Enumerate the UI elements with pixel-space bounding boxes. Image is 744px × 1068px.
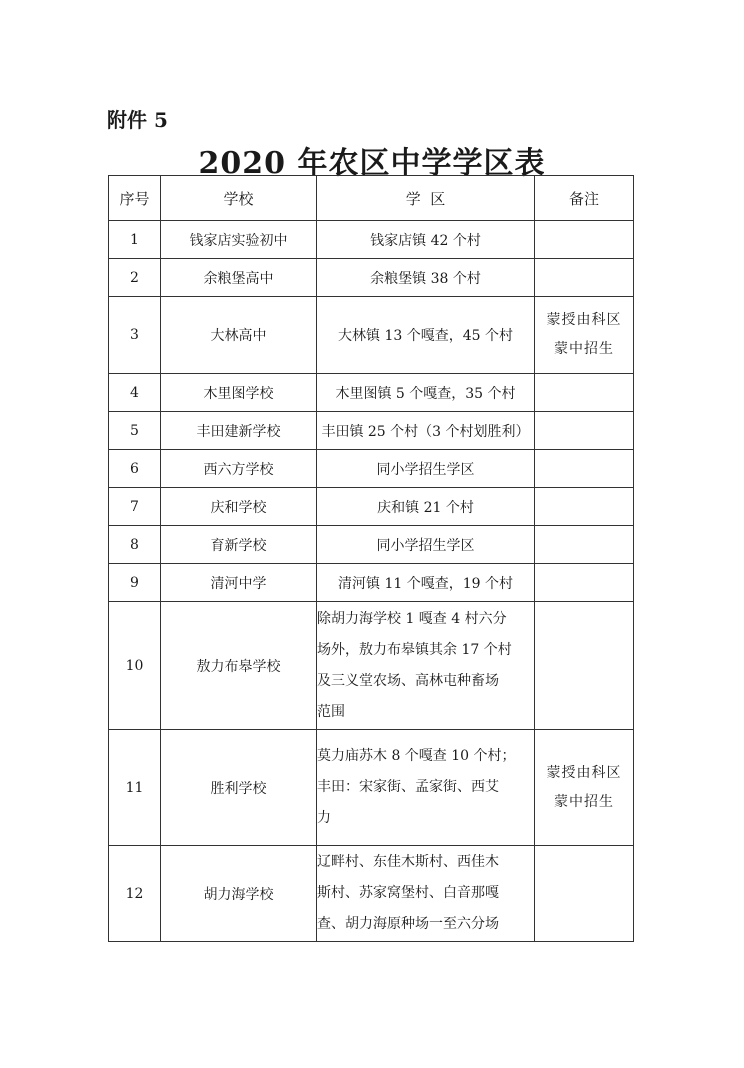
school-name: 清河中学 [161,564,317,602]
row-number: 3 [109,297,161,374]
note-cell [535,259,634,297]
district-line: 木里图镇 5 个嘎查，35 个村 [335,385,516,402]
school-name: 大林高中 [161,297,317,374]
school-name: 余粮堡高中 [161,259,317,297]
note-cell [535,730,634,846]
school-name: 庆和学校 [161,488,317,526]
table-body [109,221,634,942]
note-cell [535,846,634,942]
table-row [109,374,634,412]
school-name: 丰田建新学校 [161,412,317,450]
column-header-school: 学校 [161,176,317,221]
district-line: 辽畔村、东佳木斯村、西佳木 [317,854,499,870]
school-name: 敖力布皋学校 [161,602,317,730]
column-header-district: 学 区 [317,176,535,221]
district-line: 莫力庙苏木 8 个嘎查 10 个村； [317,748,516,764]
district-line: 丰田：宋家街、孟家街、西艾 [317,779,499,795]
note-cell [535,526,634,564]
district-line: 斯村、苏家窝堡村、白音那嘎 [317,885,499,901]
district-cell [317,259,535,297]
district-line: 钱家店镇 42 个村 [370,232,481,249]
district-cell [317,488,535,526]
note-text: 蒙授由科区蒙中招生 [546,764,622,810]
district-line: 余粮堡镇 38 个村 [370,270,481,287]
table-row [109,297,634,374]
row-number: 5 [109,412,161,450]
district-cell [317,412,535,450]
district-cell [317,450,535,488]
note-cell [535,564,634,602]
column-header-note: 备注 [535,176,634,221]
column-header-no: 序号 [109,176,161,221]
table-row [109,564,634,602]
district-cell [317,526,535,564]
note-cell [535,602,634,730]
district-line: 丰田镇 25 个村（3 个村划胜利） [321,423,530,440]
row-number: 7 [109,488,161,526]
district-line: 同小学招生学区 [376,461,475,478]
district-line: 范围 [317,703,345,720]
district-cell [317,221,535,259]
note-cell [535,488,634,526]
table-row [109,730,634,846]
note-text: 蒙授由科区蒙中招生 [546,312,622,357]
row-number: 4 [109,374,161,412]
note-cell [535,450,634,488]
table-row [109,450,634,488]
row-number: 11 [109,730,161,846]
district-line: 清河镇 11 个嘎查，19 个村 [338,575,513,592]
row-number: 10 [109,602,161,730]
attachment-label: 附件 5 [107,108,168,132]
table-row [109,221,634,259]
row-number: 9 [109,564,161,602]
table-header-row [109,176,634,221]
school-name: 胜利学校 [161,730,317,846]
row-number: 8 [109,526,161,564]
school-district-table [108,175,634,942]
row-number: 12 [109,846,161,942]
district-line: 查、胡力海原种场一至六分场 [317,916,499,932]
district-cell [317,602,535,730]
document-title: 2020 年农区中学学区表 [198,146,546,181]
district-cell [317,564,535,602]
table-row [109,526,634,564]
district-line: 除胡力海学校 1 嘎查 4 村六分 [317,610,507,627]
school-name: 育新学校 [161,526,317,564]
school-name: 胡力海学校 [161,846,317,942]
district-line: 场外，敖力布皋镇其余 17 个村 [317,641,512,658]
table-row [109,259,634,297]
district-cell [317,846,535,942]
note-cell [535,221,634,259]
school-name: 木里图学校 [161,374,317,412]
note-cell [535,412,634,450]
table-row [109,488,634,526]
note-cell [535,374,634,412]
row-number: 6 [109,450,161,488]
district-cell [317,730,535,846]
row-number: 1 [109,221,161,259]
district-line: 同小学招生学区 [376,537,475,554]
table-row [109,846,634,942]
district-cell [317,297,535,374]
row-number: 2 [109,259,161,297]
district-cell [317,374,535,412]
note-cell [535,297,634,374]
school-name: 西六方学校 [161,450,317,488]
district-line: 力 [317,810,331,826]
table-row [109,602,634,730]
district-line: 及三义堂农场、高林屯种畜场 [317,672,499,689]
school-name: 钱家店实验初中 [161,221,317,259]
district-line: 大林镇 13 个嘎查，45 个村 [338,328,513,344]
district-line: 庆和镇 21 个村 [377,499,474,516]
table-row [109,412,634,450]
